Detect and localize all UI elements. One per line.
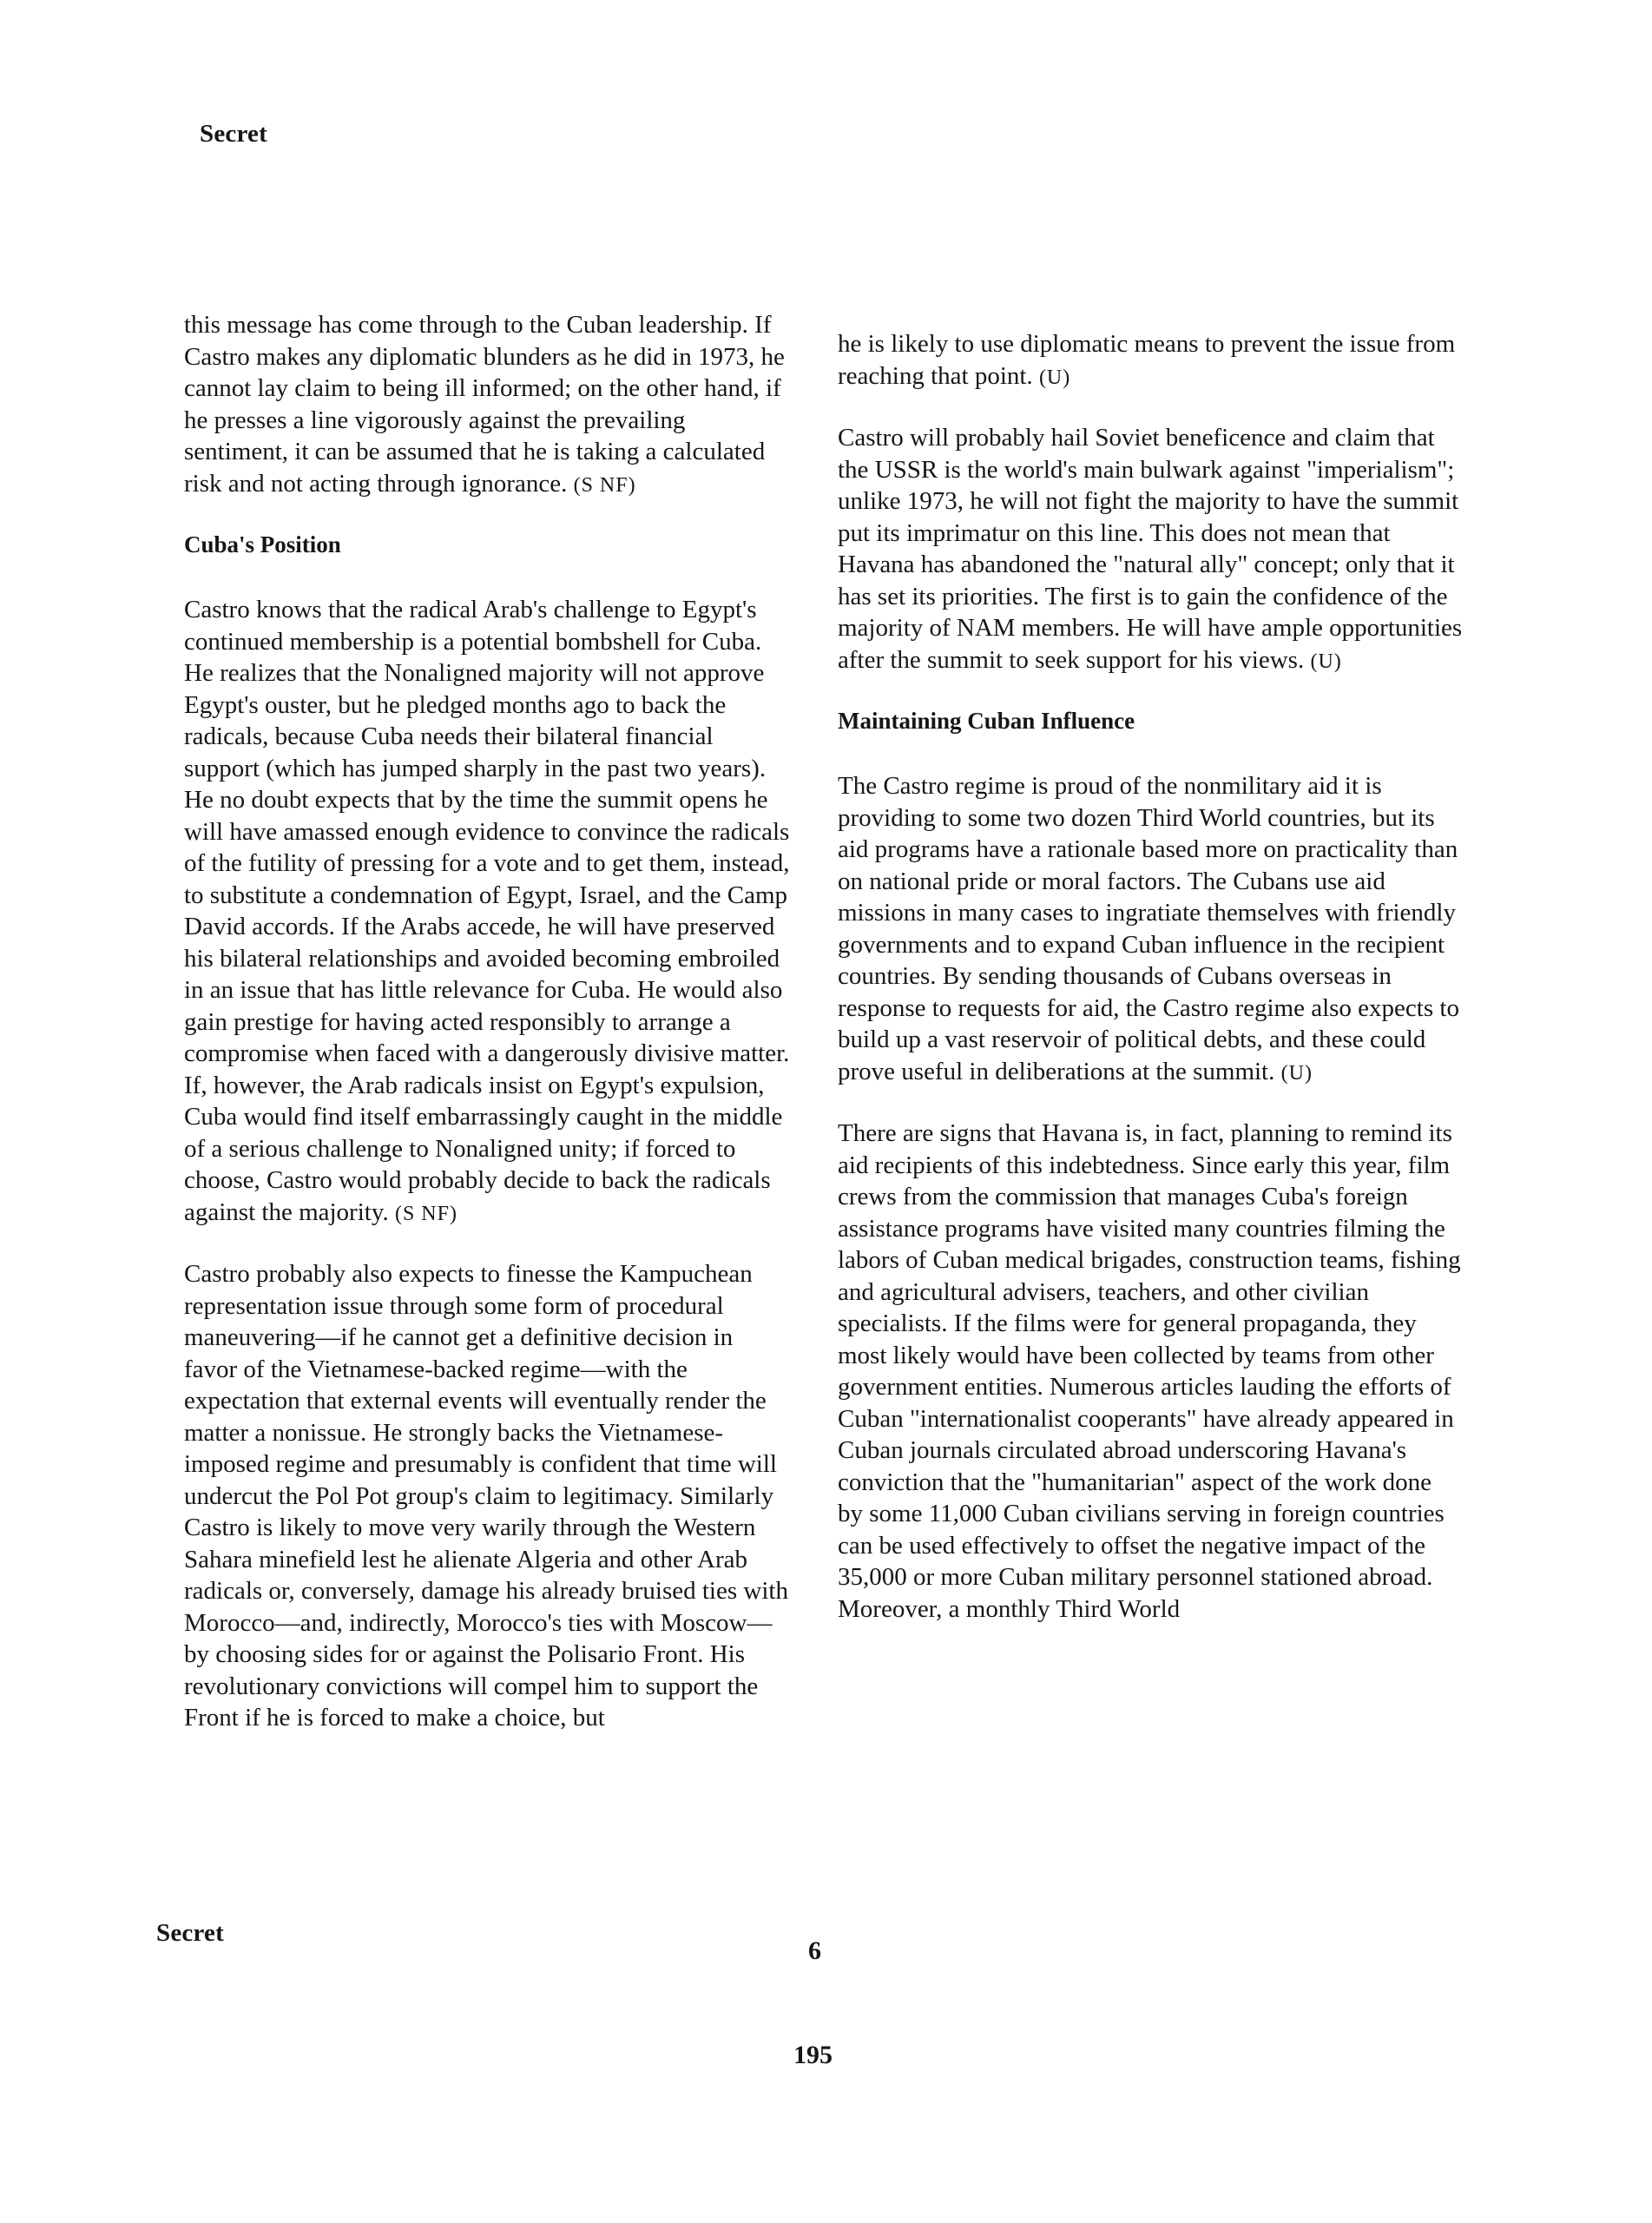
left-paragraph-3-text: Castro probably also expects to finesse the Kampuchean representation issue through some form of procedural maneuvering—if he cannot get a definitive decision in favor of the Vietnamese-backed regime—with the expectation that external events will eventually render the matter a nonissue. He strongly backs the Vietnamese-imposed regime and presumably is confident that time will undercut the Pol Pot group's claim to legitimacy. Similarly Castro is likely to move very warily through the Western Sahara minefield lest he alienate Algeria and other Arab radicals or, conversely, damage his already bruised ties with Morocco—and, indirectly, Morocco's ties with Moscow—by choosing sides for or against the Polisario Front. His revolutionary convictions will compel him to support the Front if he is forced to make a choice, but	[184, 1260, 788, 1732]
classification-mark: (S NF)	[573, 473, 636, 497]
right-paragraph-1-text: he is likely to use diplomatic means to prevent the issue from reaching that point.	[838, 330, 1456, 390]
classification-header: Secret	[200, 120, 267, 148]
classification-mark: (S NF)	[394, 1202, 457, 1225]
archive-page-number: 195	[793, 2041, 833, 2069]
classification-mark: (U)	[1038, 366, 1071, 389]
right-paragraph-2	[838, 422, 1463, 677]
left-paragraph-3	[184, 1258, 792, 1734]
left-paragraph-2	[184, 594, 792, 1230]
left-paragraph-1	[184, 309, 792, 501]
classification-footer: Secret	[156, 1919, 224, 1947]
section-heading-cubas-position: Cuba's Position	[184, 531, 341, 557]
page-number: 6	[808, 1936, 821, 1965]
right-paragraph-4-text: There are signs that Havana is, in fact, planning to remind its aid recipients of this indebtedness. Since early this year, film crews from the commission that manages Cuba's foreign assistance programs have visited many countries filming the labors of Cuban medical brigades, construction teams, fishing and agricultural advisers, teachers, and other civilian specialists. If the films were for general propaganda, they most likely would have been collected by teams from other government entities. Numerous articles lauding the efforts of Cuban "internationalist cooperants" have already appeared in Cuban journals circulated abroad underscoring Havana's conviction that the "humanitarian" aspect of the work done by some 11,000 Cuban civilians serving in foreign countries can be used effectively to offset the negative impact of the 35,000 or more Cuban military personnel stationed abroad. Moreover, a monthly Third World	[838, 1119, 1461, 1623]
right-column	[838, 328, 1463, 1653]
left-paragraph-2-text: Castro knows that the radical Arab's challenge to Egypt's continued membership is a potential bombshell for Cuba. He realizes that the Nonaligned majority will not approve Egypt's ouster, but he pledged months ago to back the radicals, because Cuba needs their bilateral financial support (which has jumped sharply in the past two years). He no doubt expects that by the time the summit opens he will have amassed enough evidence to convince the radicals of the futility of pressing for a vote and to get them, instead, to substitute a condemnation of Egypt, Israel, and the Camp David accords. If the Arabs accede, he will have preserved his bilateral relationships and avoided becoming embroiled in an issue that has little relevance for Cuba. He would also gain prestige for having acted responsibly to arrange a compromise when faced with a dangerously divisive matter. If, however, the Arab radicals insist on Egypt's expulsion, Cuba would find itself embarrassingly caught in the middle of a serious challenge to Nonaligned unity; if forced to choose, Castro would probably decide to back the radicals against the majority.	[184, 596, 790, 1226]
right-paragraph-2-text: Castro will probably hail Soviet beneficence and claim that the USSR is the world's main bulwark against "imperialism"; unlike 1973, he will not fight the majority to have the summit put its imprimatur on this line. This does not mean that Havana has abandoned the "natural ally" concept; only that it has set its priorities. The first is to gain the confidence of the majority of NAM members. He will have ample opportunities after the summit to seek support for his views.	[838, 424, 1463, 674]
right-paragraph-1	[838, 328, 1463, 393]
right-paragraph-3	[838, 770, 1463, 1089]
classification-mark: (U)	[1280, 1061, 1313, 1085]
right-paragraph-3-text: The Castro regime is proud of the nonmilitary aid it is providing to some two dozen Third World countries, but its aid programs have a rationale based more on practicality than on national pride or moral factors. The Cubans use aid missions in many cases to ingratiate themselves with friendly governments and to expand Cuban influence in the recipient countries. By sending thousands of Cubans overseas in response to requests for aid, the Castro regime also expects to build up a vast reservoir of political debts, and these could prove useful in deliberations at the summit.	[838, 772, 1459, 1085]
left-paragraph-1-text: this message has come through to the Cuban leadership. If Castro makes any diplomatic blunders as he did in 1973, he cannot lay claim to being ill informed; on the other hand, if he presses a line vigorously against the prevailing sentiment, it can be assumed that he is taking a calculated risk and not acting through ignorance.	[184, 311, 785, 498]
section-heading-maintaining-cuban-influence: Maintaining Cuban Influence	[838, 708, 1135, 734]
classification-mark: (U)	[1310, 650, 1342, 673]
right-paragraph-4	[838, 1118, 1463, 1625]
left-column	[184, 309, 792, 1763]
